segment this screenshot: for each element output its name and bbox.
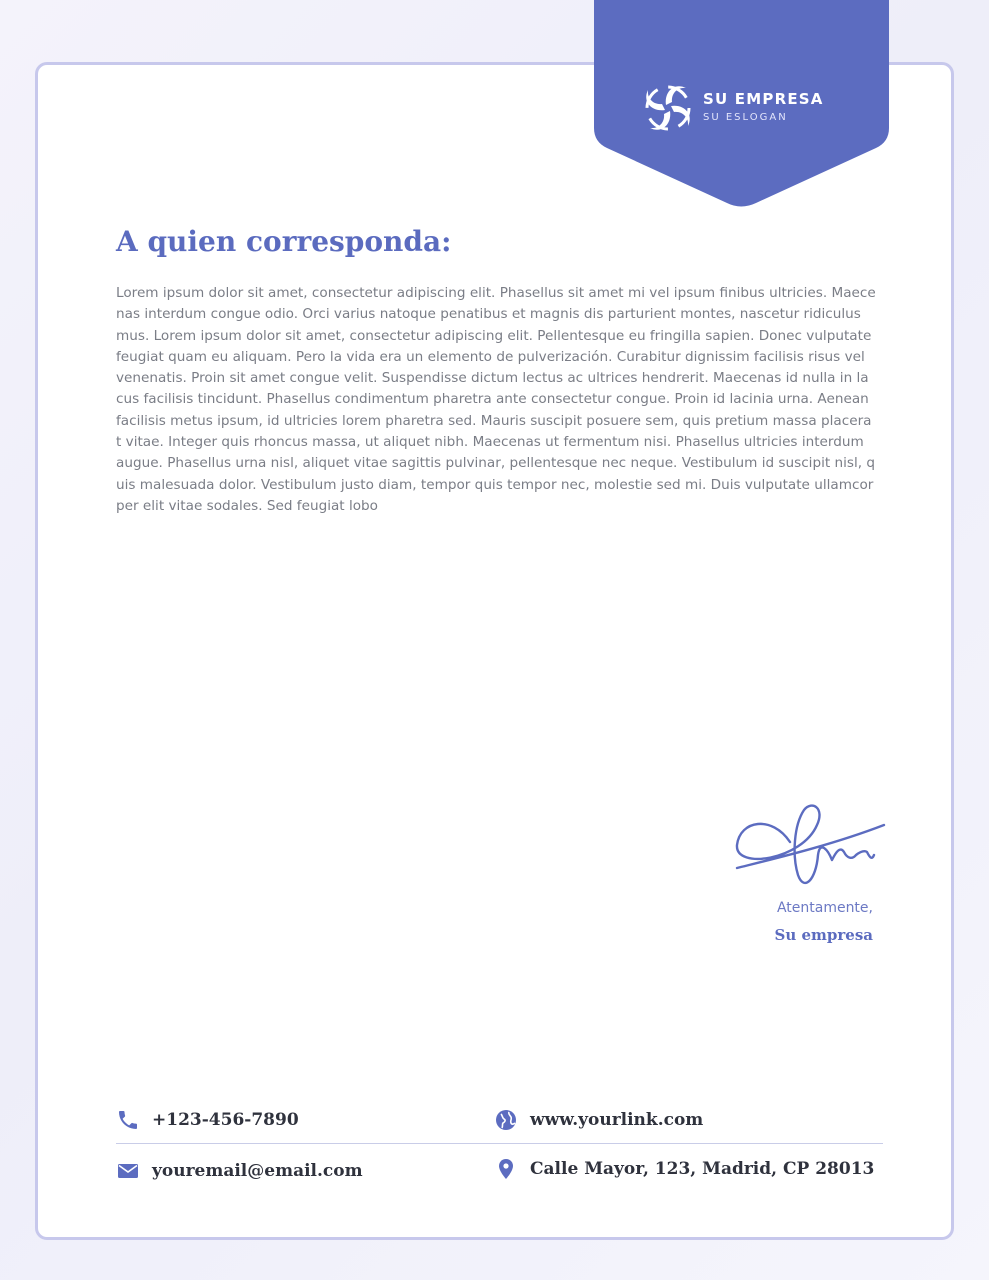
email-link[interactable]: youremail@email.com [152,1161,363,1181]
handwritten-signature [732,800,892,895]
contact-website[interactable] [494,1108,703,1132]
closing-text: Atentamente, [776,900,873,916]
phone-text: +123-456-7890 [152,1110,299,1130]
envelope-icon [116,1159,140,1183]
address-text: Calle Mayor, 123, Madrid, CP 28013 [530,1159,875,1179]
brand-slogan: SU ESLOGAN [703,112,788,123]
brand-name: SU EMPRESA [703,90,824,108]
letter-body: Lorem ipsum dolor sit amet, consectetur adipiscing elit. Phasellus sit amet mi vel ipsum finibus ultricies. Maecenas interdum congue odio. Orci varius natoque penatibus et magnis dis parturient montes, nascetur ridiculus mus. Lorem ipsum dolor sit amet, consectetur adipiscing elit. Pellentesque eu fringilla sapien. Donec vulputate feugiat quam eu aliquam. Pero la vida era un elemento de pulverización. Curabitur dignissim facilisis risus vel venenatis. Proin sit amet congue velit. Suspendisse dictum lectus ac ultrices hendrerit. Maecenas id nulla in lacus facilisis tincidunt. Phasellus condimentum pharetra ante consectetur congue. Proin id lacinia urna. Aenean facilisis metus ipsum, id ultricies lorem pharetra sed. Mauris suscipit posuere sem, quis pretium massa placerat vitae. Integer quis rhoncus massa, ut aliquet nibh. Maecenas ut fermentum nisi. Phasellus ultricies interdum augue. Phasellus urna nisl, aliquet vitae sagittis pulvinar, pellentesque nec neque. Vestibulum id suscipit nisl, quis malesuada dolor. Vestibulum justo diam, tempor quis tempor nec, molestie sed mi. Duis vulputate ullamcorper elit vitae sodales. Sed feugiat lobo [116,285,876,514]
contact-address [494,1157,874,1181]
brand-badge [594,0,889,210]
website-link[interactable]: www.yourlink.com [530,1110,704,1130]
location-pin-icon [494,1157,518,1181]
letter-greeting: A quien corresponda: [116,225,452,258]
phone-icon [116,1108,140,1132]
swirl-logo-icon [642,82,694,134]
contact-divider [116,1143,883,1144]
contact-phone [116,1108,299,1132]
signer-name: Su empresa [774,926,873,944]
globe-icon [494,1108,518,1132]
contact-email[interactable] [116,1159,363,1183]
